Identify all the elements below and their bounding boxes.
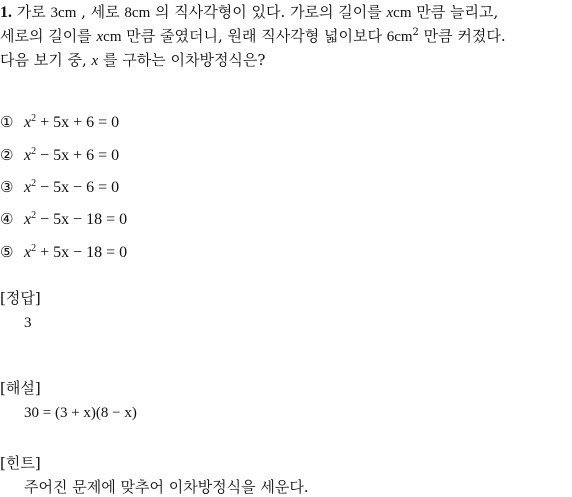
variable-x: x xyxy=(386,5,394,21)
choice-number: ⑤ xyxy=(0,243,14,261)
question-text: 6cm xyxy=(386,29,413,45)
explanation-label: [해설] xyxy=(0,379,41,397)
choice-expression: $x^2 + 5x + 6 = 0$ xyxy=(24,113,120,131)
question-text: 만큼 줄였더니, 원래 직사각형 넓이보다 xyxy=(121,27,387,45)
answer-value: 3 xyxy=(24,315,32,331)
choice-3[interactable] xyxy=(0,177,119,198)
question-text: 를 구하는 이차방정식은? xyxy=(98,51,266,69)
question-text: 의 직사각형이 있다. 가로의 길이를 xyxy=(150,3,387,21)
question-text: 세로의 길이를 xyxy=(0,27,97,45)
choice-2[interactable] xyxy=(0,145,119,166)
choice-number: ④ xyxy=(0,210,14,228)
question-line-1 xyxy=(0,2,498,23)
choice-1[interactable] xyxy=(0,112,119,133)
hint-label: [힌트] xyxy=(0,454,41,472)
question-text: 만큼 커졌다. xyxy=(418,27,506,45)
question-text: 가로 xyxy=(16,3,51,21)
question-text: , 세로 xyxy=(76,3,125,21)
choice-expression: $x^2 - 5x - 18 = 0$ xyxy=(24,210,128,228)
question-line-2 xyxy=(0,26,506,47)
choice-number: ① xyxy=(0,113,14,131)
question-number: 1. xyxy=(0,4,12,21)
superscript: 2 xyxy=(412,27,419,38)
hint-value: 주어진 문제에 맞추어 이차방정식을 세운다. xyxy=(24,478,309,496)
question-text: cm xyxy=(103,29,122,45)
variable-x: x xyxy=(96,29,104,45)
variable-x: x xyxy=(91,53,99,69)
answer-label: [정답] xyxy=(0,289,41,307)
explanation-value: 30 = (3 + x)(8 − x) xyxy=(24,405,137,421)
question-line-3 xyxy=(0,50,265,71)
choice-4[interactable] xyxy=(0,209,127,230)
choice-number: ③ xyxy=(0,178,14,196)
question-text: 8cm xyxy=(124,5,151,21)
question-text: 다음 보기 중, xyxy=(0,51,92,69)
choice-expression: $x^2 - 5x + 6 = 0$ xyxy=(24,146,120,164)
question-text: 3cm xyxy=(50,5,77,21)
question-text: 만큼 늘리고, xyxy=(411,3,499,21)
choice-5[interactable] xyxy=(0,242,127,263)
choice-expression: $x^2 + 5x - 18 = 0$ xyxy=(24,243,128,261)
choice-expression: $x^2 - 5x - 6 = 0$ xyxy=(24,178,120,196)
question-text: cm xyxy=(393,5,412,21)
choice-number: ② xyxy=(0,146,14,164)
